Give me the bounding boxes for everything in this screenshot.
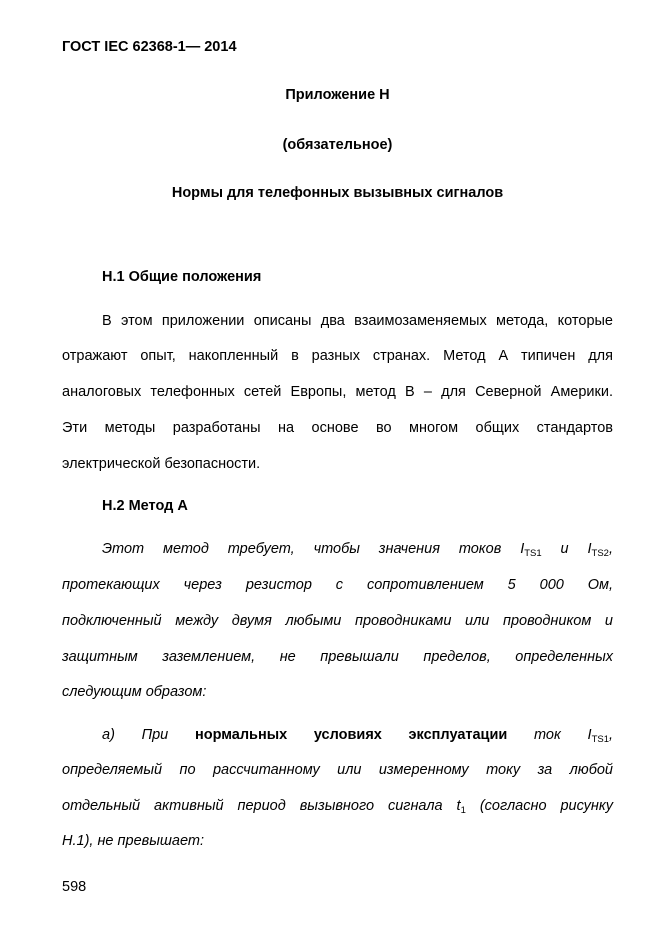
- item-a-line3: [62, 798, 613, 814]
- t-symbol: t: [456, 798, 461, 814]
- current-subscript-ts1: TS1: [591, 734, 610, 745]
- section-h2-line: следующим образом:: [62, 684, 207, 700]
- current-symbol: I: [587, 541, 592, 557]
- item-a-line3-after: (согласно рисунку: [479, 798, 614, 814]
- item-a-current-its1: [588, 727, 614, 743]
- item-a-line3-before: отдельный активный период вызывного сигнала: [62, 798, 443, 814]
- standard-code: ГОСТ IEC 62368-1— 2014: [62, 39, 237, 55]
- item-a-line1: [62, 727, 613, 743]
- current-its1: [520, 541, 541, 557]
- section-h1-line: Эти методы разработаны на основе во многом общих стандартов: [62, 420, 613, 436]
- section-h2-line-currents: [62, 541, 613, 557]
- appendix-heading: Нормы для телефонных вызывных сигналов: [171, 185, 504, 201]
- page-number: 598: [62, 879, 87, 895]
- section-h2-heading: Н.2 Метод А: [102, 498, 188, 514]
- section-h2-line: подключенный между двумя любыми проводниками или проводником и: [62, 613, 613, 629]
- appendix-status: (обязательное): [282, 137, 393, 153]
- item-a-bold-phrase: нормальных условиях эксплуатации: [194, 727, 508, 743]
- currents-intro-text: Этот метод требует, чтобы значения токов: [102, 541, 502, 557]
- item-a-at-word: При: [141, 727, 169, 743]
- item-a-line4: Н.1), не превышает:: [62, 833, 204, 849]
- appendix-title: Приложение Н: [285, 87, 390, 103]
- current-subscript-ts2: TS2: [591, 548, 609, 559]
- current-subscript-ts1: TS1: [524, 548, 542, 559]
- period-symbol-t1: [457, 798, 466, 814]
- item-a-line2: определяемый по рассчитанному или измеренному току за любой: [62, 762, 613, 778]
- section-h2-line: протекающих через резистор с сопротивлением 5 000 Ом,: [62, 577, 613, 593]
- section-h1-line: аналоговых телефонных сетей Европы, метод В – для Северной Америки.: [62, 384, 613, 400]
- comma: ,: [609, 727, 614, 743]
- current-its2: [588, 541, 614, 557]
- section-h2-line: защитным заземлением, не превышали пределов, определенных: [62, 649, 613, 665]
- section-h1-line: электрической безопасности.: [62, 456, 261, 472]
- and-word: и: [560, 541, 569, 557]
- t-subscript: 1: [460, 805, 466, 816]
- section-h1-heading: Н.1 Общие положения: [102, 269, 262, 285]
- section-h1-line: отражают опыт, накопленный в разных странах. Метод А типичен для: [62, 348, 613, 364]
- item-a-marker: а): [102, 727, 115, 743]
- current-symbol: I: [520, 541, 525, 557]
- section-h1-line: В этом приложении описаны два взаимозаменяемых метода, которые: [102, 313, 613, 329]
- current-symbol: I: [587, 727, 592, 743]
- item-a-current-word: ток: [534, 727, 561, 743]
- comma: ,: [608, 541, 614, 557]
